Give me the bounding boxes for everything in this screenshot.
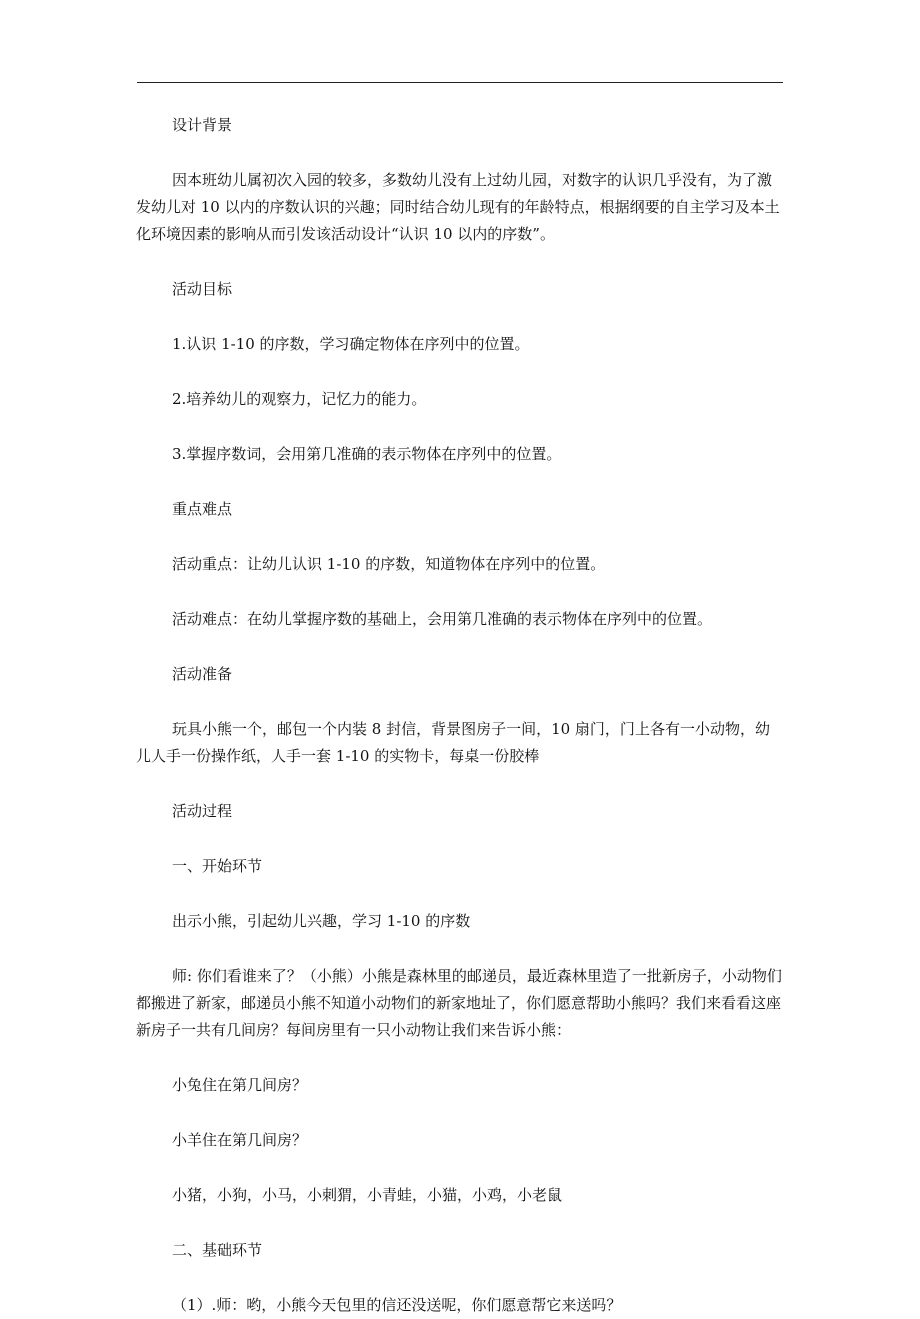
heading-activity-goals: 活动目标 [172,280,233,298]
paragraph-activity-preparation: 玩具小熊一个，邮包一个内装 8 封信，背景图房子一间，10 扇门，门上各有一小动物，幼儿人手一份操作纸，人手一套 1-10 的实物卡，每桌一份胶棒 [136,720,770,765]
goal-item-3: 3.掌握序数词，会用第几准确的表示物体在序列中的位置。 [172,445,562,463]
paragraph-teacher-dialogue-1: 师: 你们看谁来了？（小熊）小熊是森林里的邮递员，最近森林里造了一批新房子，小动物们都搬进了新家，邮递员小熊不知道小动物们的新家地址了，你们愿意帮助小熊吗？我们来看看这座新房子一共有几间房？每间房里有一只小动物让我们来告诉小熊： [136,967,782,1039]
question-sheep: 小羊住在第几间房？ [172,1131,308,1149]
paragraph-teacher-dialogue-2: （1）.师：哟，小熊今天包里的信还没送呢，你们愿意帮它来送吗？ [172,1296,622,1314]
paragraph-design-background: 因本班幼儿属初次入园的较多，多数幼儿没有上过幼儿园，对数字的认识几乎没有，为了激发幼儿对 10 以内的序数认识的兴趣；同时结合幼儿现有的年龄特点，根据纲要的自主学习及本土化环境因素的影响从而引发该活动设计“认识 10 以内的序数”。 [136,171,780,243]
paragraph-stage-1-intro: 出示小熊，引起幼儿兴趣，学习 1-10 的序数 [172,912,471,930]
heading-activity-preparation: 活动准备 [172,665,233,683]
paragraph-key-point: 活动重点：让幼儿认识 1-10 的序数，知道物体在序列中的位置。 [172,555,606,573]
paragraph-difficulty: 活动难点：在幼儿掌握序数的基础上，会用第几准确的表示物体在序列中的位置。 [172,610,713,628]
header-rule [137,82,783,83]
goal-item-1: 1.认识 1-10 的序数，学习确定物体在序列中的位置。 [172,335,530,353]
question-rabbit: 小兔住在第几间房？ [172,1076,308,1094]
heading-key-difficult-points: 重点难点 [172,500,233,518]
heading-activity-process: 活动过程 [172,802,233,820]
heading-stage-2: 二、基础环节 [172,1241,263,1259]
heading-stage-1: 一、开始环节 [172,857,263,875]
document-content [136,112,784,1319]
animal-list: 小猪，小狗，小马，小刺猬，小青蛙，小猫，小鸡，小老鼠 [172,1186,563,1204]
heading-design-background: 设计背景 [172,116,233,134]
goal-item-2: 2.培养幼儿的观察力，记忆力的能力。 [172,390,427,408]
